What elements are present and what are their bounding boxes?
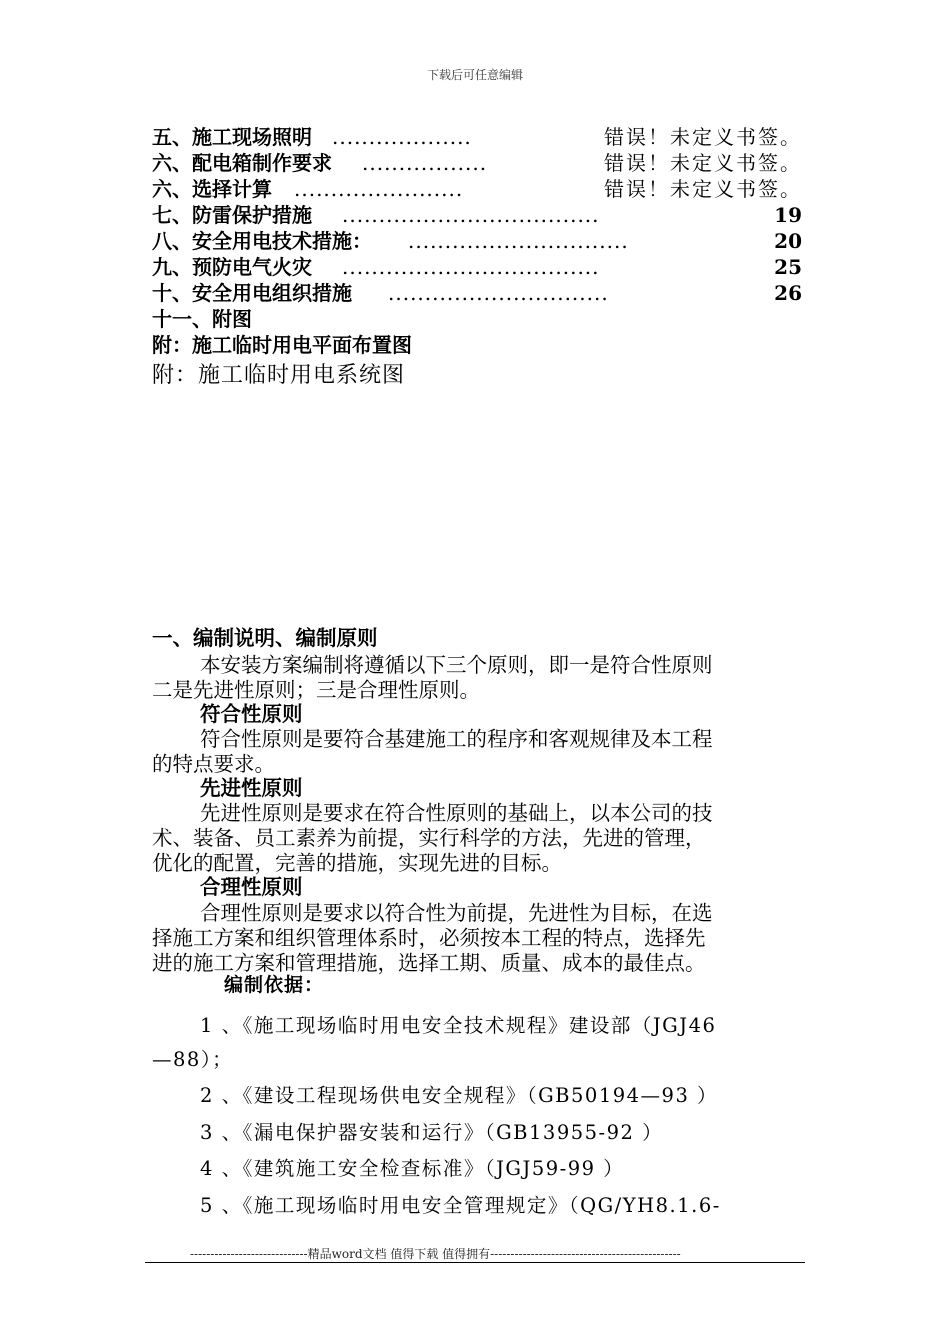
paragraph-line: 合理性原则是要求以符合性为前提，先进性为目标，在选 [200, 901, 713, 925]
toc-leader: .............................. [408, 229, 629, 253]
toc-row[interactable] [152, 306, 802, 332]
reference-item: —88）； [152, 1048, 234, 1071]
toc-page: 20 [774, 229, 802, 253]
paragraph-line: 择施工方案和组织管理体系时，必须按本工程的特点，选择先 [152, 926, 706, 950]
toc-page: 19 [774, 203, 802, 227]
subheading: 合理性原则 [200, 875, 303, 899]
toc-title: 六、选择计算 [152, 177, 272, 201]
reference-item: 1 、《施工现场临时用电安全技术规程》建设部（JGJ46 [200, 1014, 717, 1037]
toc-page: 25 [774, 255, 802, 279]
toc-leader: ....................... [294, 177, 464, 201]
toc-leader: ................................... [342, 255, 600, 279]
paragraph-line: 先进性原则是要求在符合性原则的基础上，以本公司的技 [200, 801, 713, 825]
toc-title: 十、安全用电组织措施 [152, 281, 352, 305]
reference-item: 3 、《漏电保护器安装和运行》（GB13955-92 ） [200, 1121, 664, 1144]
paragraph-line: 本安装方案编制将遵循以下三个原则，即一是符合性原则 [200, 653, 713, 677]
toc-row[interactable] [152, 176, 802, 202]
paragraph-line: 术、装备、员工素养为前提，实行科学的方法，先进的管理， [152, 826, 706, 850]
toc-row[interactable] [152, 228, 802, 254]
section-heading: 一、编制说明、编制原则 [152, 626, 378, 650]
toc-row[interactable] [152, 150, 802, 176]
reference-item: 5 、《施工现场临时用电安全管理规定》（QG/YH8.1.6- [200, 1194, 721, 1217]
toc-row[interactable] [152, 280, 802, 306]
page-header: 下载后可任意编辑 [426, 68, 523, 82]
paragraph-line: 进的施工方案和管理措施，选择工期、质量、成本的最佳点。 [152, 951, 706, 975]
toc-row[interactable] [152, 254, 802, 280]
reference-item: 2 、《建设工程现场供电安全规程》（GB50194—93 ） [200, 1084, 719, 1107]
toc-page: 错误！未定义书签。 [604, 125, 802, 149]
appendix-line: 附：施工临时用电系统图 [152, 363, 406, 388]
paragraph-line: 优化的配置，完善的措施，实现先进的目标。 [152, 851, 562, 875]
paragraph-line: 二是先进性原则；三是合理性原则。 [152, 678, 480, 702]
subheading: 符合性原则 [200, 702, 303, 726]
toc-title: 附：施工临时用电平面布置图 [152, 333, 412, 357]
toc-title: 十一、附图 [152, 307, 252, 331]
toc-page: 错误！未定义书签。 [604, 177, 802, 201]
paragraph-line: 的特点要求。 [152, 752, 275, 776]
toc-title: 七、防雷保护措施 [152, 203, 312, 227]
paragraph-line: 符合性原则是要符合基建施工的程序和客观规律及本工程 [200, 727, 713, 751]
footer-rule [145, 1262, 805, 1263]
toc-leader: ................... [332, 125, 472, 149]
toc-leader: .............................. [388, 281, 609, 305]
toc-leader: ................................... [342, 203, 600, 227]
toc-row[interactable] [152, 332, 802, 358]
toc-row[interactable] [152, 124, 802, 150]
subheading: 先进性原则 [200, 776, 303, 800]
reference-item: 4 、《建筑施工安全检查标准》（JGJ59-99 ） [200, 1157, 625, 1180]
toc-title: 六、配电箱制作要求 [152, 151, 332, 175]
toc-leader: ................. [362, 151, 488, 175]
subheading: 编制依据： [224, 974, 325, 996]
toc-row[interactable] [152, 202, 802, 228]
toc-title: 五、施工现场照明 [152, 125, 312, 149]
page-footer: -----------------------------精品word文档 值得下载 值得拥有----------------------------------------------- [190, 1247, 681, 1261]
toc-title: 八、安全用电技术措施： [152, 229, 372, 253]
toc-page: 26 [774, 281, 802, 305]
toc-title: 九、预防电气火灾 [152, 255, 312, 279]
toc-page: 错误！未定义书签。 [604, 151, 802, 175]
